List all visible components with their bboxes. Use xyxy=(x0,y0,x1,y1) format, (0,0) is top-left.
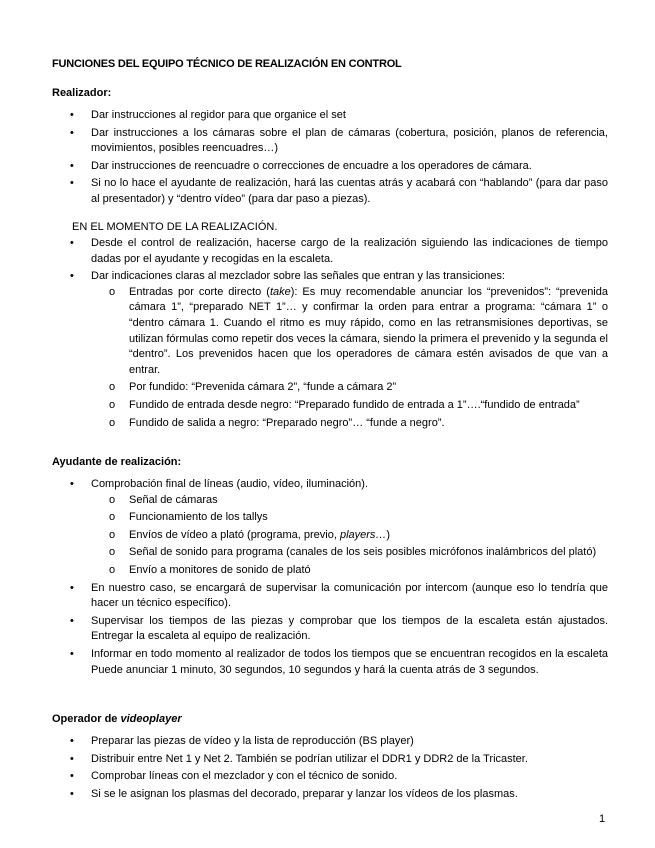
bullet: • xyxy=(70,159,74,172)
sub-bullet: o xyxy=(109,285,116,298)
list-item: • Si no lo hace el ayudante de realización, hará las cuentas atrás y acabará con “hablando” (para dar paso al presentador) y “dentro vídeo” (para dar paso a piezas). xyxy=(70,177,608,205)
sub-bullet: o xyxy=(109,381,116,394)
list-item: • Comprobación final de líneas (audio, vídeo, iluminación). o Señal de cámaras o Funcionamiento de los tallys o Envíos de vídeo a plató (programa, previo, players…) o Señal de sonido para programa (canales de los seis posibles micrófonos inalámbricos del plató) o Envío a monitores de sonido de plató xyxy=(52,477,608,579)
moment-heading: EN EL MOMENTO DE LA REALIZACIÓN. xyxy=(72,221,278,233)
sub-bullet: o xyxy=(109,493,116,506)
realizador-heading: Realizador: xyxy=(52,87,112,99)
list-item: • Desde el control de realización, hacerse cargo de la realización siguiendo las indicaciones de tiempo dadas por el ayudante y recogidas en la escaleta. xyxy=(70,237,608,265)
document-title: FUNCIONES DEL EQUIPO TÉCNICO DE REALIZACIÓN EN CONTROL xyxy=(52,58,402,70)
bullet: • xyxy=(70,126,74,139)
list-item: o Fundido de entrada desde negro: “Preparado fundido de entrada a 1”….“fundido de entrada” xyxy=(91,398,608,414)
list-item: • Supervisar los tiempos de las piezas y comprobar que los tiempos de la escaleta están ajustados. Entregar la escaleta al equipo de realización. xyxy=(70,614,608,643)
bullet: • xyxy=(70,237,74,249)
list-item: • Dar instrucciones a los cámaras sobre el plan de cámaras (cobertura, posición, planos de referencia, movimientos, posibles reencuadres…) xyxy=(70,126,608,155)
page-number: 1 xyxy=(599,813,606,825)
list-item: o Fundido de salida a negro: “Preparado negro”… “funde a negro”. xyxy=(91,416,608,432)
list-item: o Entradas por corte directo (take): Es muy recomendable anunciar los “prevenidos”: “prevenida cámara 1”, “preparado NET 1”… y confirmar la orden para entrar a programa: “cámara 1” o “dentro cámara 1. Cuando el ritmo es muy rápido, como en las retransmisiones deportivas, se utilizan fórmulas como repetir dos veces la cámara, siendo la primera el prevenido y la segunda el “dentro”. Los prevenidos hacen que los operadores de cámara estén avisados de que van a entrar. xyxy=(109,285,608,376)
transitions-list xyxy=(91,285,608,431)
list-item: • Dar instrucciones al regidor para que organice el set xyxy=(52,108,608,124)
bullet: • xyxy=(70,787,74,800)
videoplayer-list xyxy=(52,734,608,804)
list-item: • Comprobar líneas con el mezclador y con el técnico de sonido. xyxy=(52,769,608,785)
bullet: • xyxy=(70,109,74,121)
list-item: • Informar en todo momento al realizador de todos los tiempos que se encuentran recogidos en la escaleta Puede anunciar 1 minuto, 30 segundos, 10 segundos y hará la cuenta atrás de 3 segundos. xyxy=(70,647,608,676)
bullet: • xyxy=(70,770,74,783)
sub-bullet: o xyxy=(109,546,116,559)
ayudante-list xyxy=(52,477,608,680)
list-item: • Distribuir entre Net 1 y Net 2. También se podrían utilizar el DDR1 y DDR2 de la Tricaster. xyxy=(52,752,608,768)
list-item: • En nuestro caso, se encargará de supervisar la comunicación por intercom (aunque eso lo tendría que hacer un técnico específico). xyxy=(70,581,608,610)
sub-bullet: o xyxy=(109,398,116,411)
ayudante-heading: Ayudante de realización: xyxy=(52,456,182,468)
bullet: • xyxy=(70,177,74,190)
bullet: • xyxy=(70,581,74,594)
sub-bullet: o xyxy=(109,416,116,429)
bullet: • xyxy=(70,647,74,660)
videoplayer-heading: Operador de videoplayer xyxy=(52,713,182,725)
list-item: o Funcionamiento de los tallys xyxy=(91,510,608,526)
list-item: o Envío a monitores de sonido de plató xyxy=(91,563,608,579)
realizador-list xyxy=(52,108,608,210)
list-item: • Dar indicaciones claras al mezclador sobre las señales que entran y las transiciones: o Entradas por corte directo (take): Es muy recomendable anunciar los “prevenidos”: “prevenida cámara 1”, “preparado NET 1”… y confirmar la orden para entrar a programa: “cámara 1” o “dentro cámara 1. Cuando el ritmo es muy rápido, como en las retransmisiones deportivas, se utilizan fórmulas como repetir dos veces la cámara, siendo la primera el prevenido y la segunda el “dentro”. Los prevenidos hacen que los operadores de cámara estén avisados de que van a entrar. o Por fundido: “Prevenida cámara 2”, “funde a cámara 2” o Fundido de entrada desde negro: “Preparado fundido de entrada a 1”….“fundido de entrada” o Fundido de salida a negro: “Preparado negro”… “funde a negro”. xyxy=(52,269,608,431)
sub-bullet: o xyxy=(109,563,116,576)
bullet: • xyxy=(70,478,74,490)
bullet: • xyxy=(70,752,74,765)
bullet: • xyxy=(70,270,74,283)
sub-bullet: o xyxy=(109,511,116,524)
sub-bullet: o xyxy=(109,528,116,541)
list-item: • Preparar las piezas de vídeo y la lista de reproducción (BS player) xyxy=(52,734,608,750)
list-item: • Si se le asignan los plasmas del decorado, preparar y lanzar los vídeos de los plasmas. xyxy=(52,787,608,803)
list-item: o Señal de cámaras xyxy=(91,493,608,509)
list-item: o Envíos de vídeo a plató (programa, previo, players…) xyxy=(91,528,608,544)
list-item: • Dar instrucciones de reencuadre o correcciones de encuadre a los operadores de cámara. xyxy=(52,159,608,175)
moment-list xyxy=(52,236,608,433)
checks-list xyxy=(91,493,608,579)
list-item: o Señal de sonido para programa (canales de los seis posibles micrófonos inalámbricos del plató) xyxy=(91,545,608,561)
bullet: • xyxy=(70,735,74,747)
list-item: o Por fundido: “Prevenida cámara 2”, “funde a cámara 2” xyxy=(91,380,608,396)
bullet: • xyxy=(70,614,74,627)
